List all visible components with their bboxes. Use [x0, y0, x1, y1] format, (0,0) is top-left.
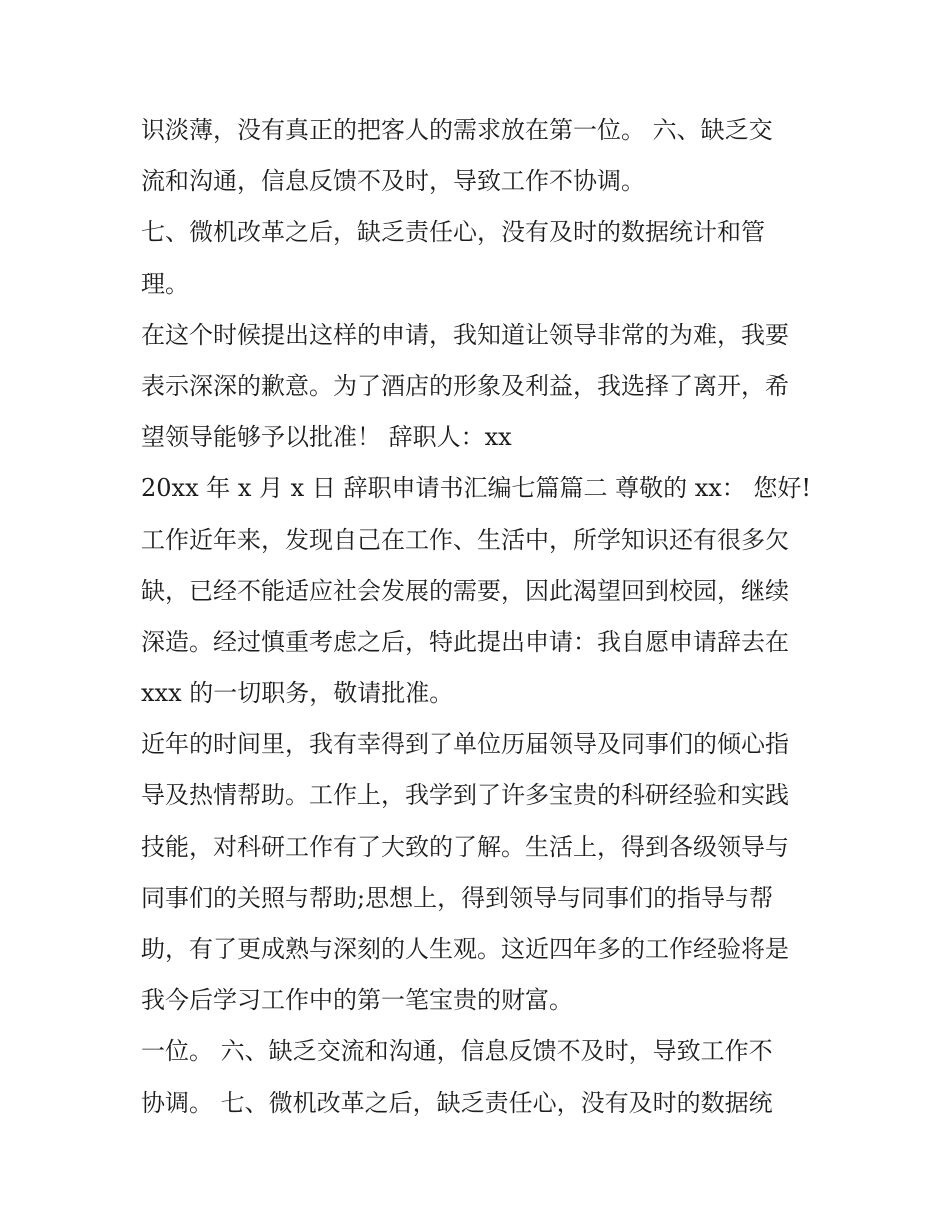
text-line: 助，有了更成熟与深刻的人生观。这近四年多的工作经验将是	[141, 935, 789, 963]
text-line: xxx 的一切职务，敬请批准。	[141, 679, 454, 708]
text-line: 理。	[141, 269, 189, 298]
text-line: 表示深深的歉意。为了酒店的形象及利益，我选择了离开，希	[141, 371, 789, 400]
text-line: 协调。 七、微机改革之后，缺乏责任心，没有及时的数据统	[141, 1088, 773, 1117]
text-line: 七、微机改革之后，缺乏责任心，没有及时的数据统计和管	[141, 218, 765, 247]
body-text	[141, 105, 813, 1129]
text-line: 导及热情帮助。工作上，我学到了许多宝贵的科研经验和实践	[141, 781, 789, 810]
text-line: 深造。经过慎重考虑之后，特此提出申请：我自愿申请辞去在	[141, 627, 789, 656]
text-line: 技能，对科研工作有了大致的了解。生活上，得到各级领导与	[141, 832, 789, 861]
text-line: 近年的时间里，我有幸得到了单位历届领导及同事们的倾心指	[141, 730, 789, 759]
text-line: 流和沟通，信息反馈不及时，导致工作不协调。	[141, 167, 645, 196]
text-line: 同事们的关照与帮助;思想上，得到领导与同事们的指导与帮	[141, 883, 774, 912]
text-line: 识淡薄，没有真正的把客人的需求放在第一位。 六、缺乏交	[141, 116, 773, 144]
text-line: 一位。 六、缺乏交流和沟通，信息反馈不及时，导致工作不	[141, 1037, 773, 1066]
text-line: 20xx 年 x 月 x 日 辞职申请书汇编七篇篇二 尊敬的 xx： 您好!	[141, 474, 812, 503]
text-line: 缺，已经不能适应社会发展的需要，因此渴望回到校园，继续	[141, 576, 789, 605]
text-line: 我今后学习工作中的第一笔宝贵的财富。	[141, 986, 573, 1015]
text-line: 工作近年来，发现自己在工作、生活中，所学知识还有很多欠	[141, 525, 789, 554]
text-line: 望领导能够予以批准！ 辞职人：xx	[141, 423, 512, 452]
text-line: 在这个时候提出这样的申请，我知道让领导非常的为难，我要	[141, 320, 789, 349]
